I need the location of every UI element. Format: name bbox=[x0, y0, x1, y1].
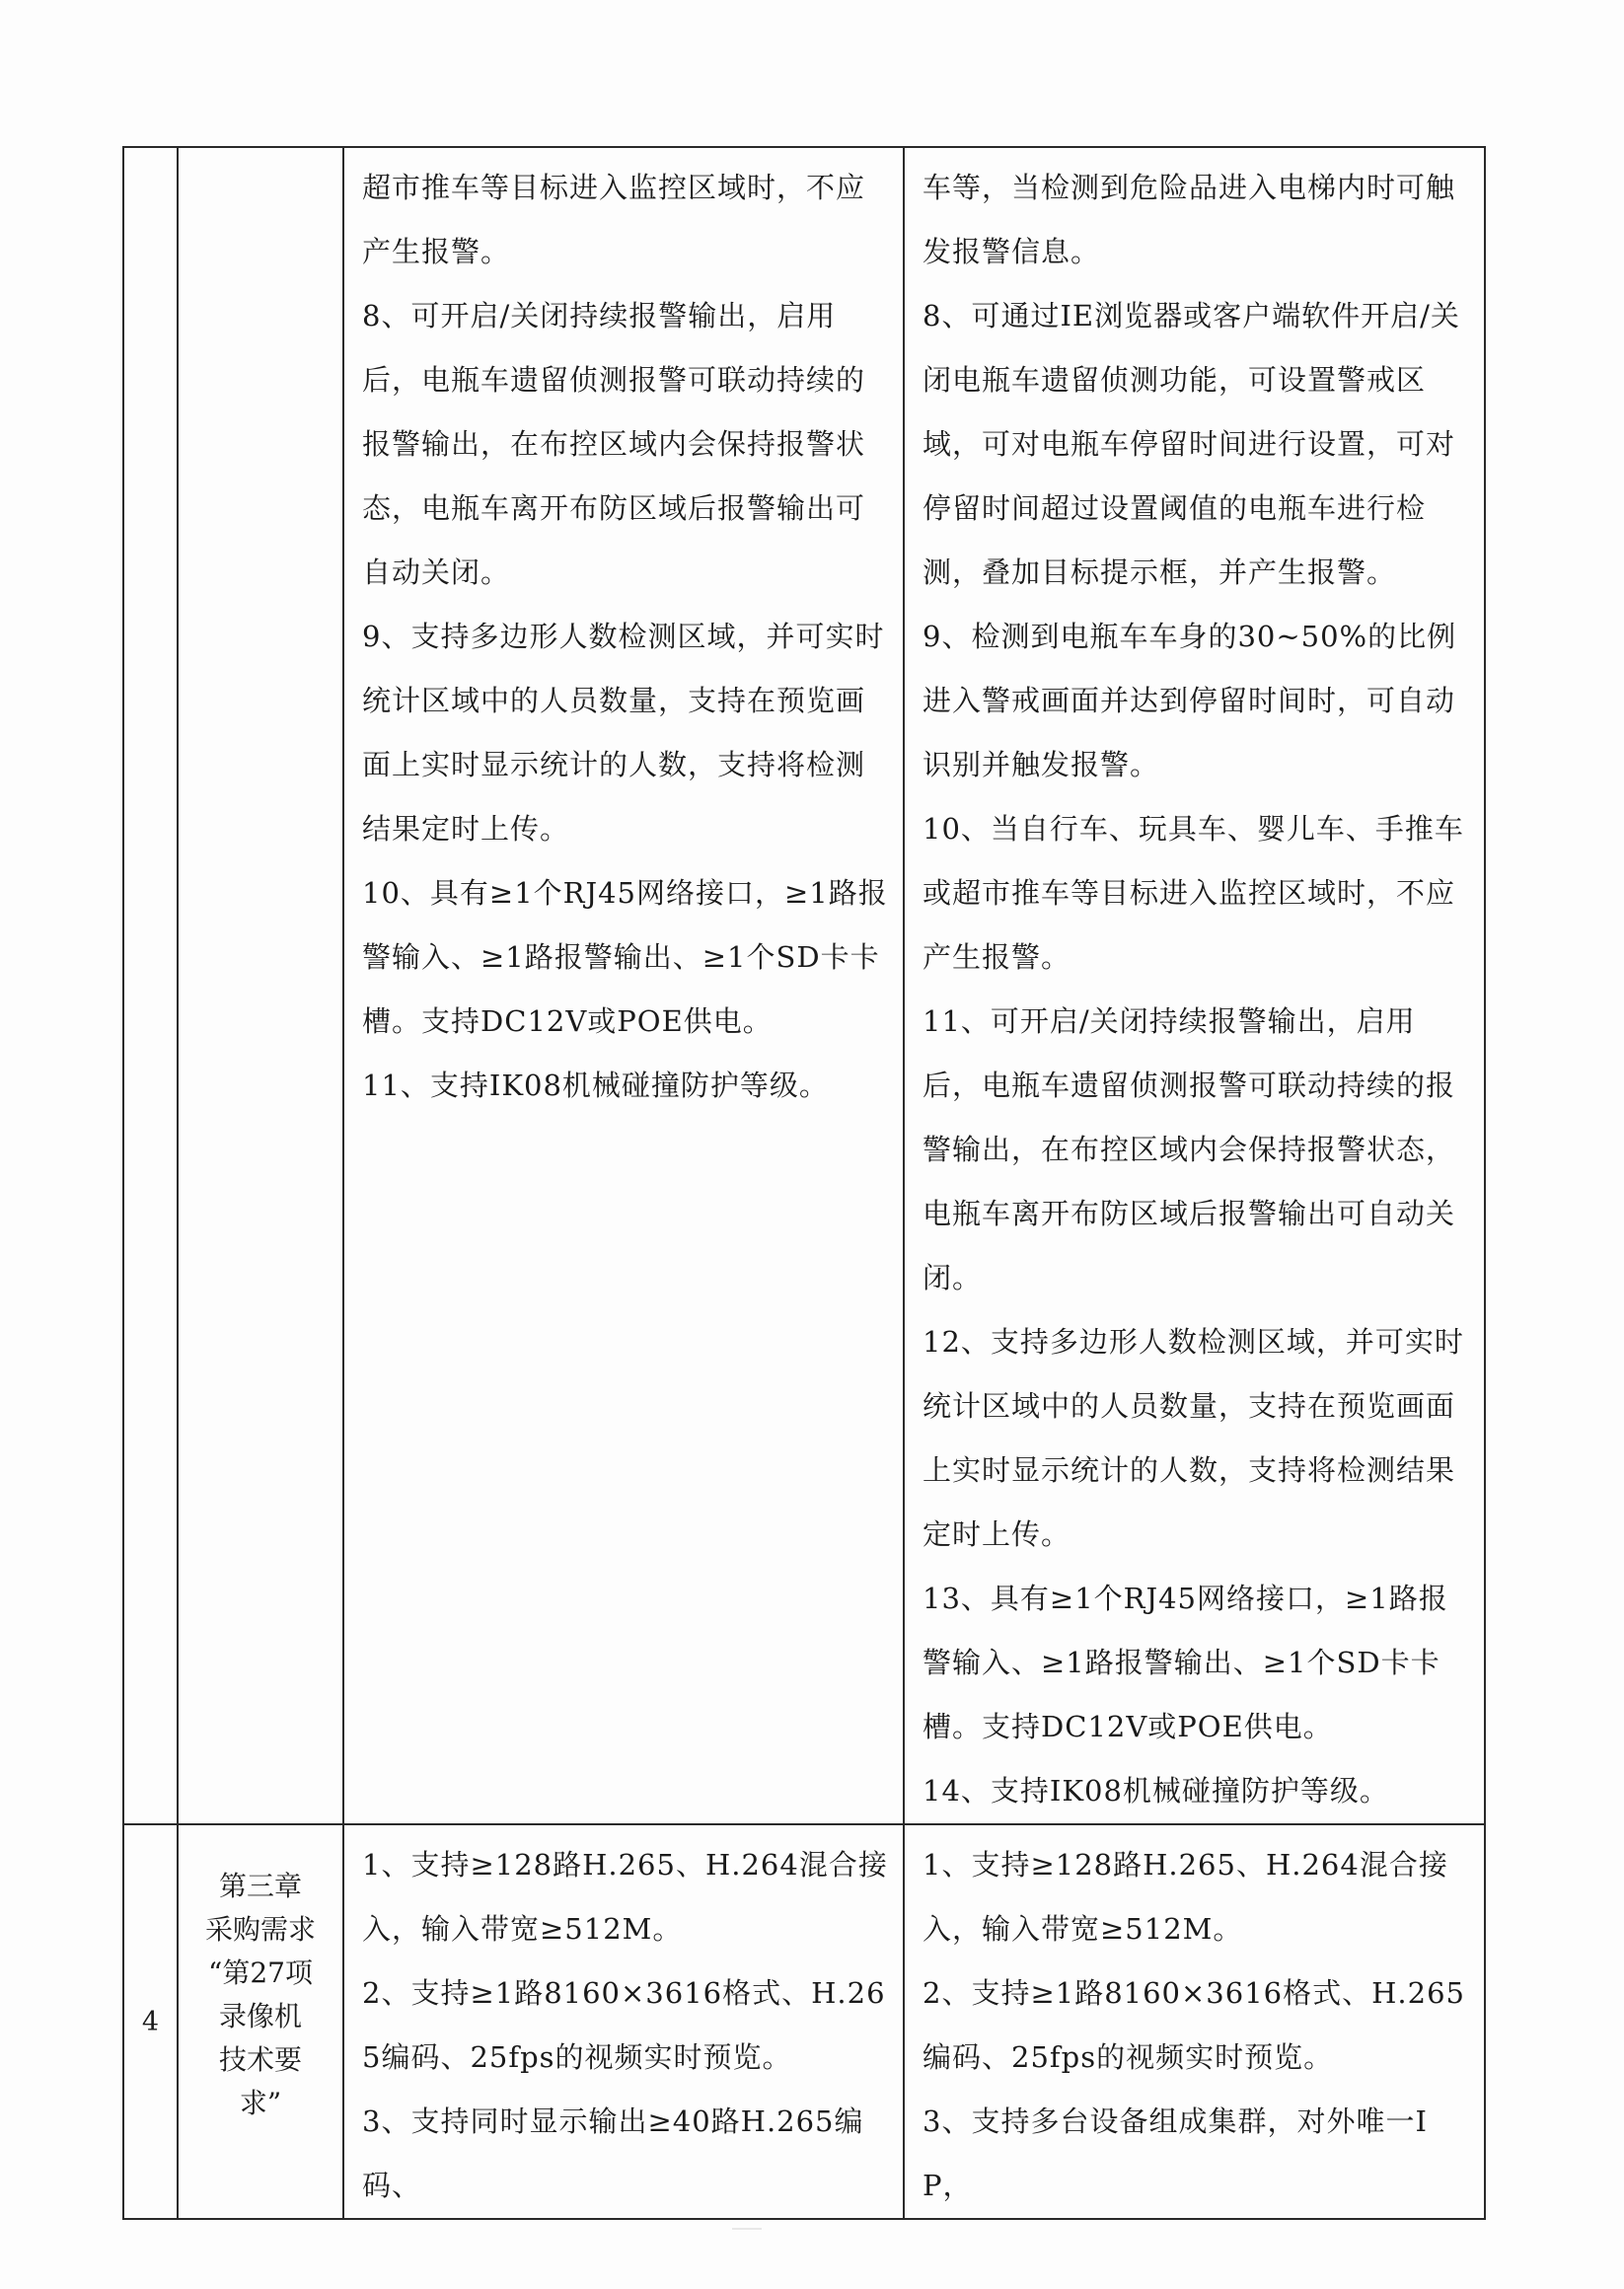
paragraph: 2、支持≥1路8160×3616格式、H.265编码、25fps的视频实时预览。 bbox=[362, 1976, 886, 2074]
paragraph: 13、具有≥1个RJ45网络接口，≥1路报警输入、≥1路报警输出、≥1个SD卡卡槽。支持DC12V或POE供电。 bbox=[923, 1582, 1448, 1743]
table-row bbox=[123, 147, 1485, 1824]
source-line: 求” bbox=[239, 2087, 282, 2119]
paragraph: 10、具有≥1个RJ45网络接口，≥1路报警输入、≥1路报警输出、≥1个SD卡卡槽。支持DC12V或POE供电。 bbox=[362, 876, 888, 1038]
paragraph: 超市推车等目标进入监控区域时，不应产生报警。 bbox=[362, 171, 866, 268]
paragraph: 8、可通过IE浏览器或客户端软件开启/关闭电瓶车遗留侦测功能，可设置警戒区域，可对电瓶车停留时间进行设置，可对停留时间超过设置阈值的电瓶车进行检测，叠加目标提示框，并产生报警。 bbox=[923, 299, 1460, 589]
paragraph: 1、支持≥128路H.265、H.264混合接入，输入带宽≥512M。 bbox=[362, 1848, 888, 1946]
paragraph: 9、检测到电瓶车车身的30~50%的比例进入警戒画面并达到停留时间时，可自动识别并触发报警。 bbox=[923, 620, 1457, 781]
paragraph: 3、支持同时显示输出≥40路H.265编码、 bbox=[362, 2104, 864, 2202]
paragraph: 1、支持≥128路H.265、H.264混合接入，输入带宽≥512M。 bbox=[923, 1848, 1448, 1946]
paragraph: 9、支持多边形人数检测区域，并可实时统计区域中的人员数量，支持在预览画面上实时显示统计的人数，支持将检测结果定时上传。 bbox=[362, 620, 885, 846]
revised-text-cell bbox=[904, 1824, 1485, 2219]
source-line: 第三章 bbox=[218, 1870, 302, 1902]
source-line: 采购需求 bbox=[204, 1913, 316, 1946]
original-text-cell bbox=[343, 147, 904, 1824]
paragraph: 2、支持≥1路8160×3616格式、H.265编码、25fps的视频实时预览。 bbox=[923, 1976, 1465, 2074]
table-row bbox=[123, 1824, 1485, 2219]
row-number-cell: 4 bbox=[123, 1824, 178, 2219]
source-cell bbox=[178, 147, 343, 1824]
paragraph: 10、当自行车、玩具车、婴儿车、手推车或超市推车等目标进入监控区域时，不应产生报警。 bbox=[923, 812, 1464, 974]
paragraph: 车等，当检测到危险品进入电梯内时可触发报警信息。 bbox=[923, 171, 1456, 268]
paragraph: 14、支持IK08机械碰撞防护等级。 bbox=[923, 1774, 1389, 1808]
paragraph: 12、支持多边形人数检测区域，并可实时统计区域中的人员数量，支持在预览画面上实时显示统计的人数，支持将检测结果定时上传。 bbox=[923, 1325, 1464, 1551]
paragraph: 11、支持IK08机械碰撞防护等级。 bbox=[362, 1069, 829, 1102]
requirements-table bbox=[122, 146, 1486, 2220]
source-line: 技术要 bbox=[218, 2043, 302, 2076]
source-line: 录像机 bbox=[218, 2000, 302, 2032]
source-cell bbox=[178, 1824, 343, 2219]
row-number-cell bbox=[123, 147, 178, 1824]
original-text-cell bbox=[343, 1824, 904, 2219]
paragraph: 8、可开启/关闭持续报警输出，启用后，电瓶车遗留侦测报警可联动持续的报警输出，在布控区域内会保持报警状态，电瓶车离开布防区域后报警输出可自动关闭。 bbox=[362, 299, 866, 589]
revised-text-cell bbox=[904, 147, 1485, 1824]
source-line: “第27项 bbox=[208, 1957, 313, 1989]
paragraph: 3、支持多台设备组成集群，对外唯一IP， bbox=[923, 2104, 1428, 2202]
scan-artifact bbox=[732, 2228, 762, 2230]
paragraph: 11、可开启/关闭持续报警输出，启用后，电瓶车遗留侦测报警可联动持续的报警输出，在布控区域内会保持报警状态，电瓶车离开布防区域后报警输出可自动关闭。 bbox=[923, 1004, 1456, 1294]
